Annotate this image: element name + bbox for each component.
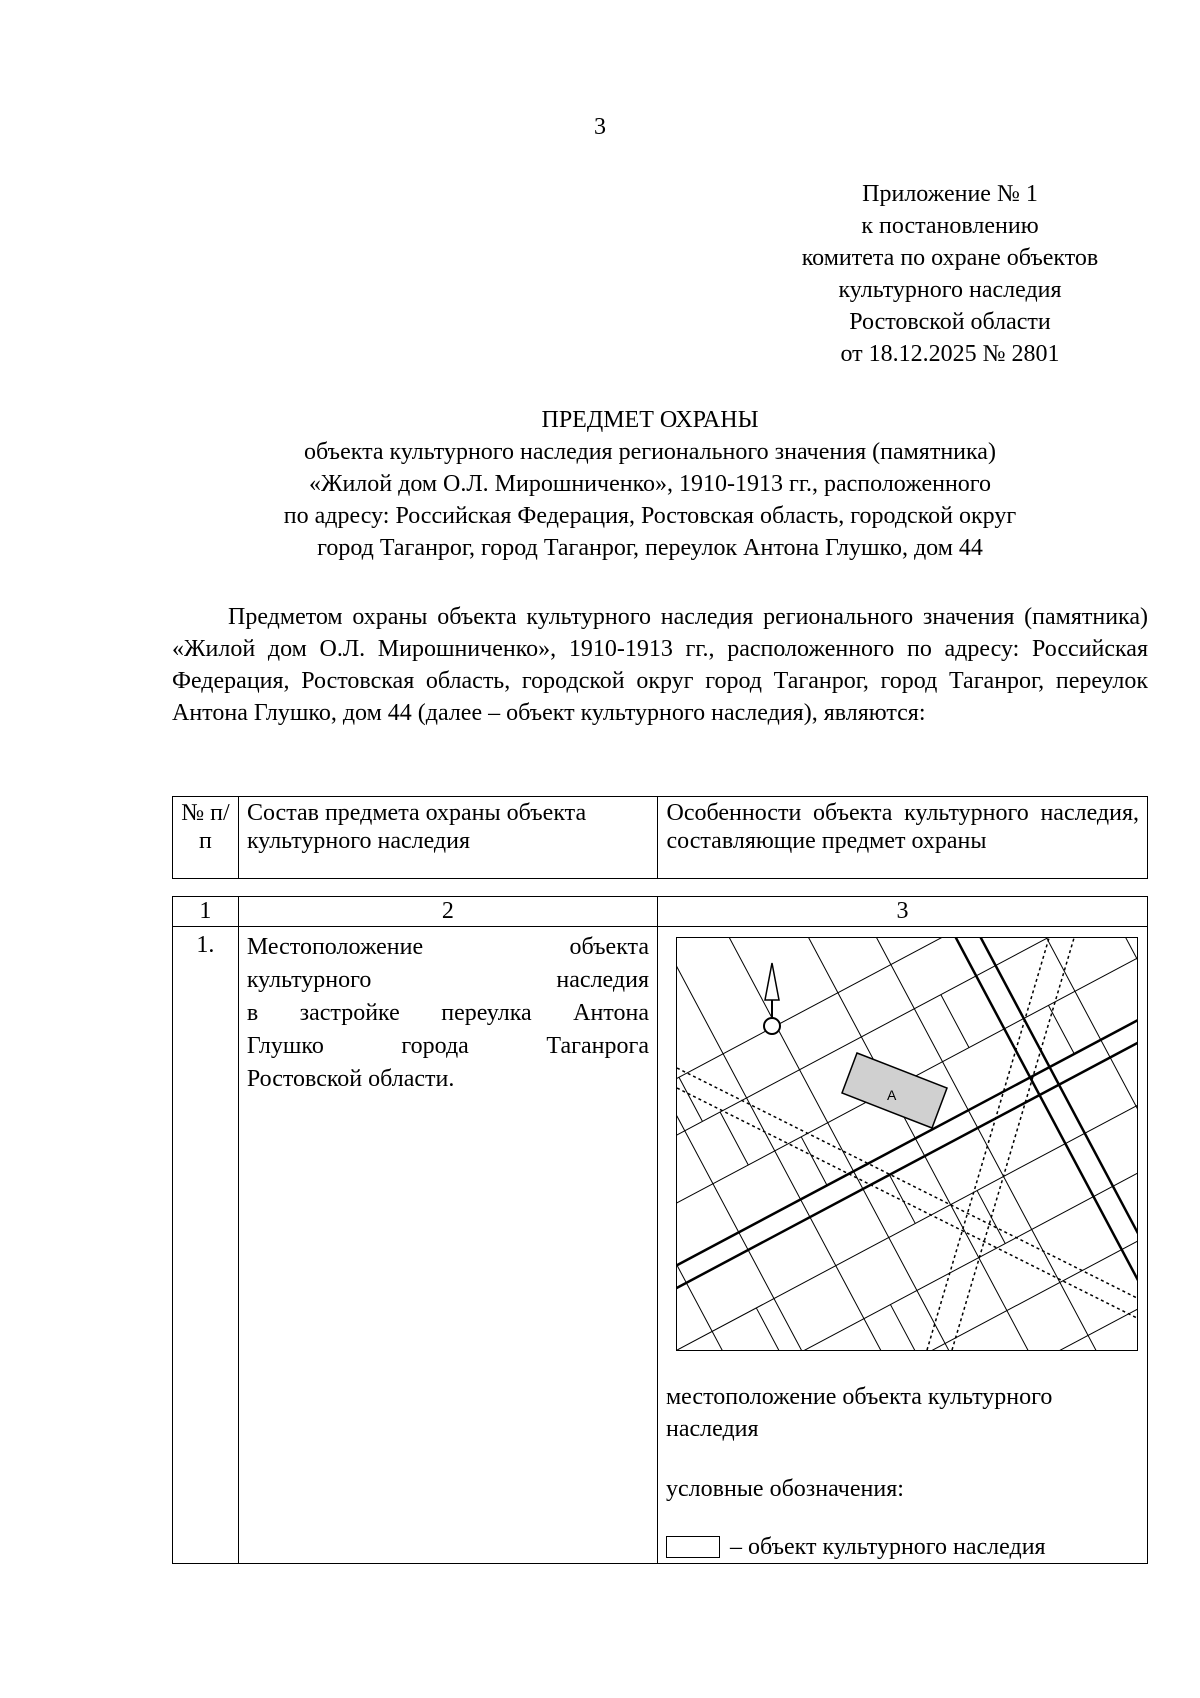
title-line: по адресу: Российская Федерация, Ростовская область, городской округ <box>283 503 1017 529</box>
composition-line: Местоположение объекта <box>246 934 649 960</box>
annex-line: от 18.12.2025 № 2801 <box>840 341 1060 367</box>
location-map <box>676 937 1138 1351</box>
column-number: 2 <box>238 897 657 927</box>
legend-item <box>666 1533 1139 1561</box>
page-number: 3 <box>594 114 606 140</box>
title-heading: ПРЕДМЕТ ОХРАНЫ <box>541 407 759 433</box>
header-composition: Состав предмета охраны объекта культурного наследия <box>238 797 658 879</box>
column-number: 3 <box>657 897 1147 927</box>
row-composition <box>238 927 657 1564</box>
composition-line: Ростовской области. <box>246 1066 455 1092</box>
legend-swatch <box>666 1536 720 1558</box>
composition-line: Глушко города Таганрога <box>246 1033 649 1059</box>
protection-table <box>172 896 1148 1564</box>
table-row <box>173 927 1148 1564</box>
composition-line: в застройке переулка Антона <box>246 1000 649 1026</box>
column-number: 1 <box>173 897 239 927</box>
legend-item-label: – объект культурного наследия <box>729 1534 1046 1560</box>
map-caption: местоположение объекта культурного наследия <box>665 1384 1053 1442</box>
header-number: № п/п <box>173 797 239 879</box>
column-number-row <box>173 897 1148 927</box>
composition-line: культурного наследия <box>246 967 649 993</box>
row-features <box>657 927 1147 1564</box>
header-features: Особенности объекта культурного наследия, составляющие предмет охраны <box>658 797 1148 879</box>
annex-line: комитета по охране объектов <box>801 245 1099 271</box>
title-line: город Таганрог, город Таганрог, переулок Антона Глушко, дом 44 <box>317 535 983 561</box>
row-number: 1. <box>173 927 239 1564</box>
intro-paragraph: Предметом охраны объекта культурного наследия регионального значения (памятника) «Жилой дом О.Л. Мирошниченко», 1910-1913 гг., расположенного по адресу: Российская Федерация, Ростовская область, городской округ город Таганрог, город Таганрог, переулок Антона Глушко, дом 44 (далее – объект культурного наследия), являются: <box>172 604 1148 726</box>
annex-line: Ростовской области <box>849 309 1051 335</box>
map-parcel-label: А <box>886 1087 897 1103</box>
header-table <box>172 796 1148 879</box>
title-line: объекта культурного наследия регионального значения (памятника) <box>304 439 996 465</box>
annex-line: культурного наследия <box>838 277 1062 303</box>
annex-block <box>740 178 1160 370</box>
header-row <box>173 797 1148 879</box>
annex-line: к постановлению <box>861 213 1039 239</box>
document-title <box>150 404 1150 564</box>
legend-title: условные обозначения: <box>665 1476 904 1502</box>
title-line: «Жилой дом О.Л. Мирошниченко», 1910-1913 гг., расположенного <box>308 471 992 497</box>
cadastral-map-image <box>677 938 1137 1350</box>
annex-line: Приложение № 1 <box>862 181 1038 207</box>
